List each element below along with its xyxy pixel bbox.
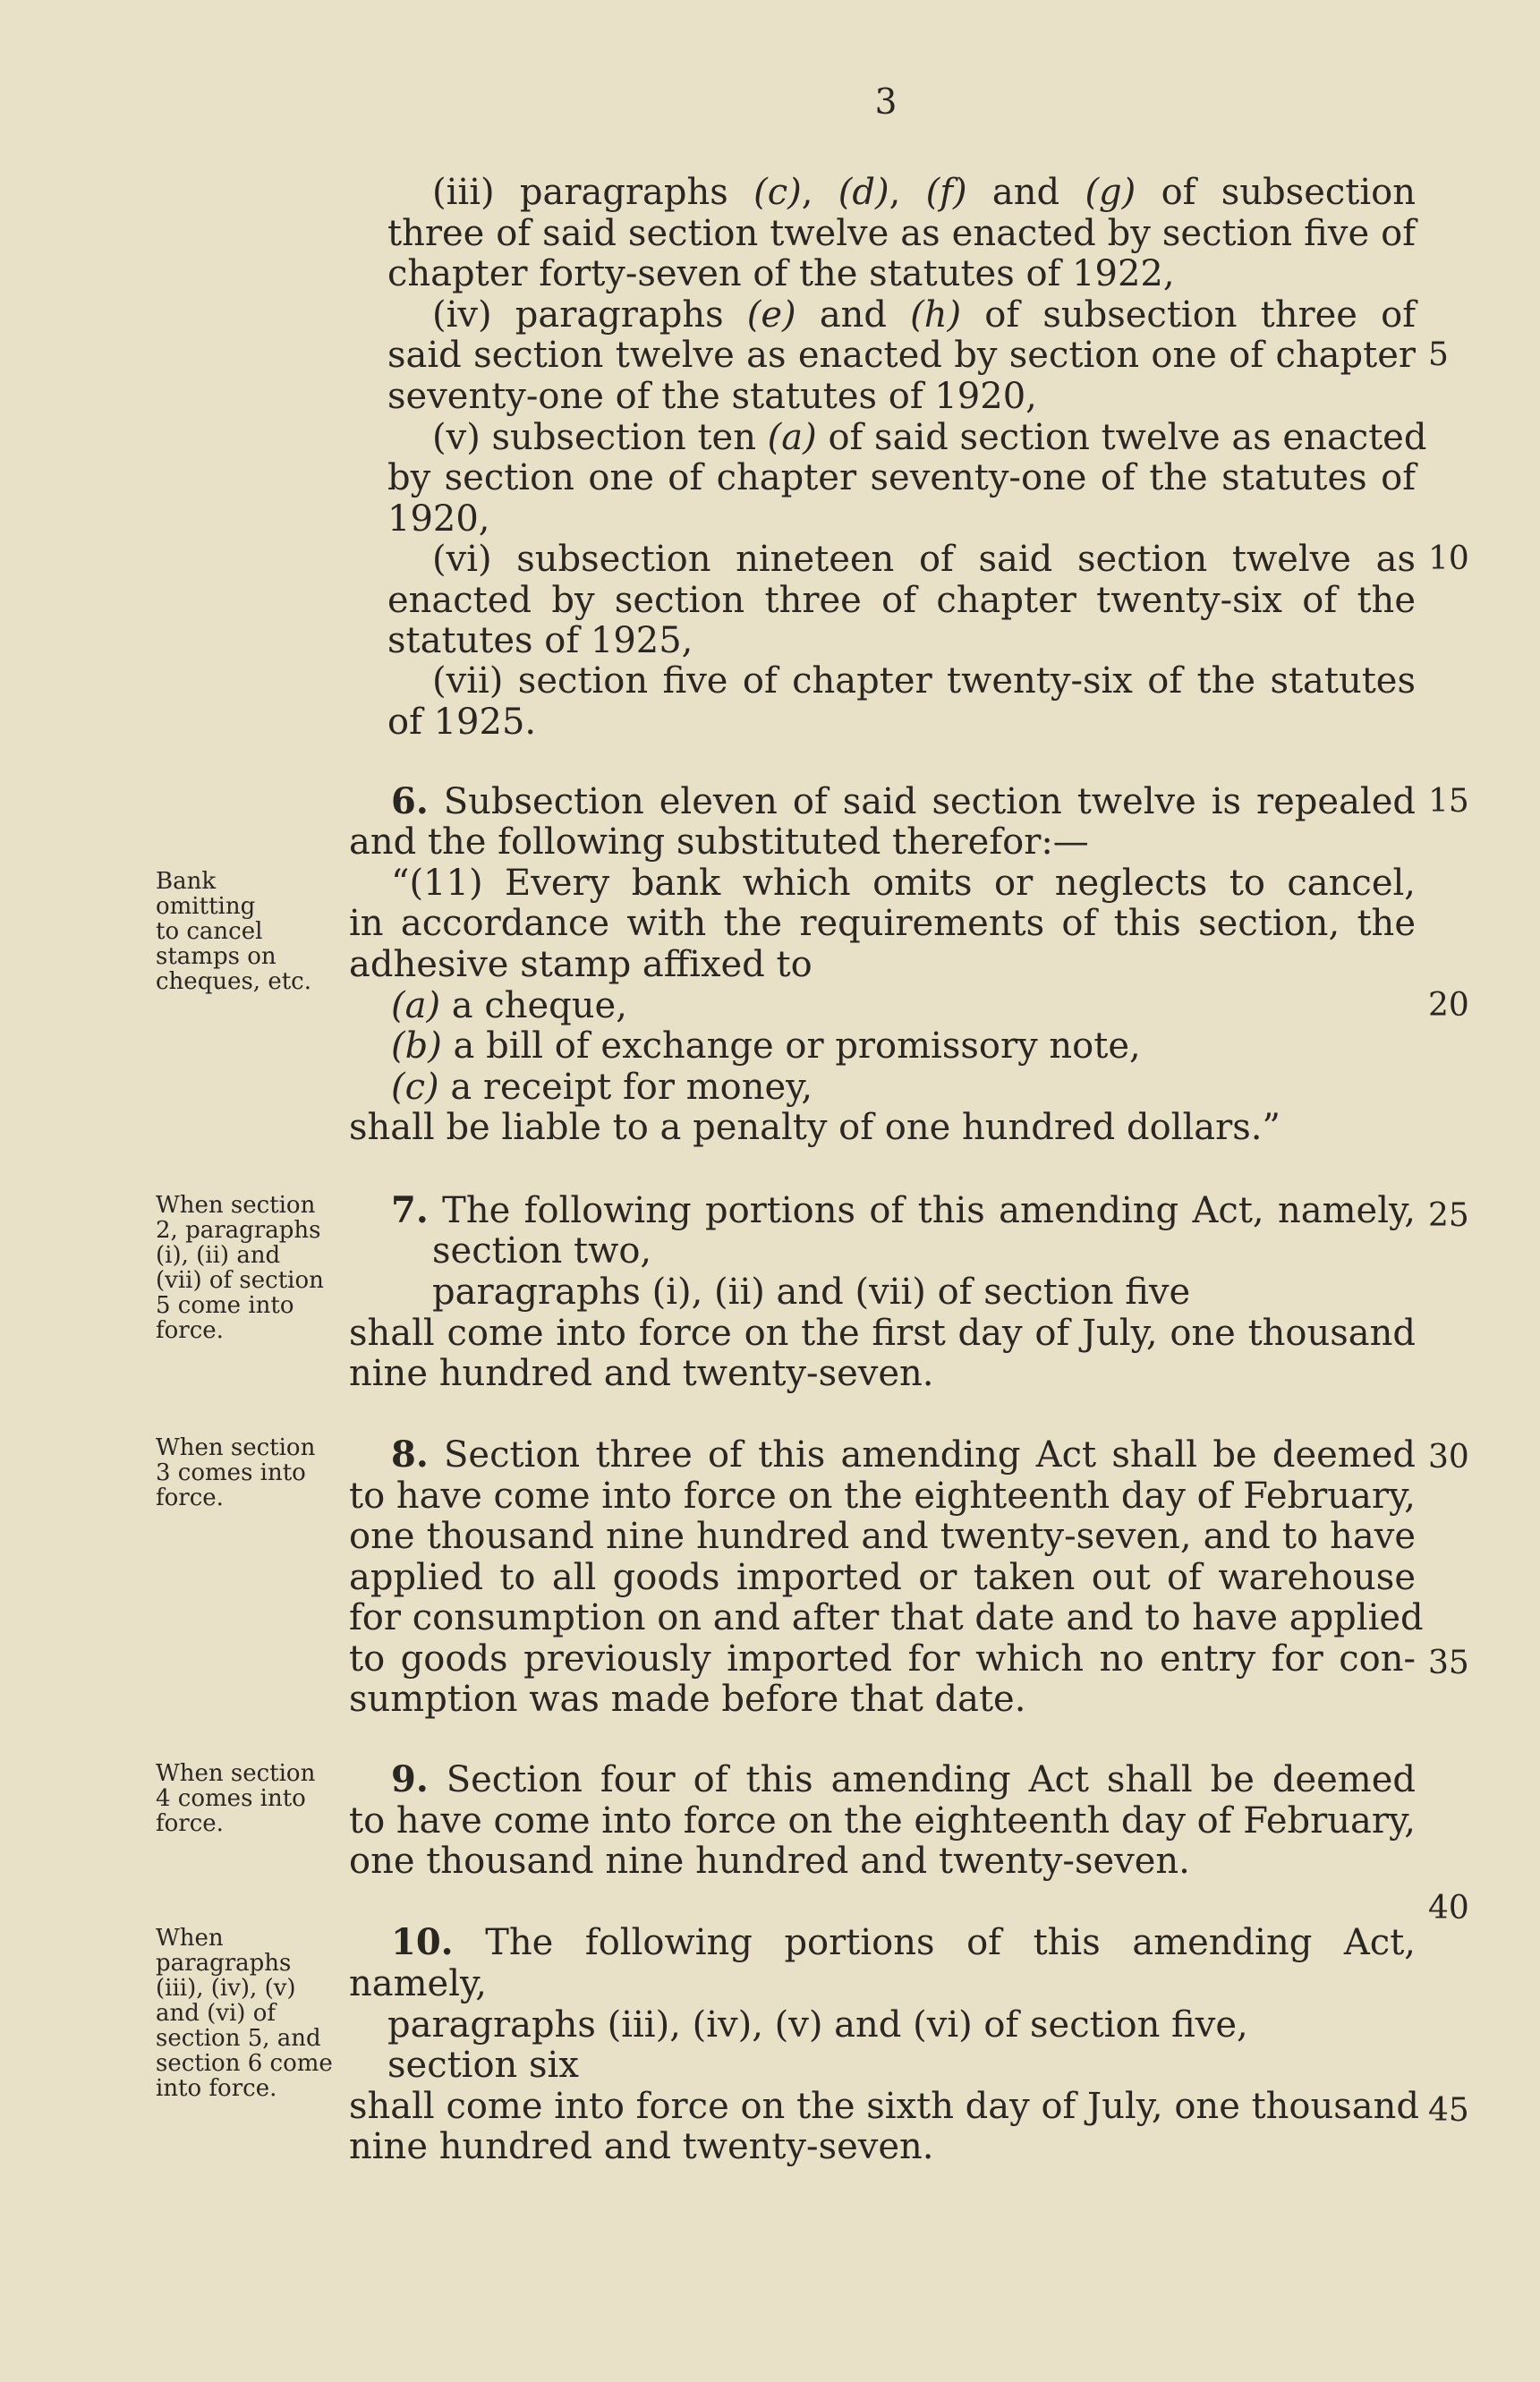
text-line [349, 2126, 1416, 2167]
italic-reference: (b) [391, 1025, 442, 1067]
line-number: 10 [1428, 540, 1469, 577]
line-number: 30 [1428, 1439, 1469, 1476]
text-run: and the following substituted therefor:— [349, 821, 1089, 863]
text-line [387, 376, 1416, 417]
text-run: , [889, 172, 926, 213]
text-line [349, 1557, 1416, 1598]
text-run: section two, [432, 1230, 652, 1272]
margin-note: When section 4 comes into force. [156, 1760, 316, 1837]
text-run: of subsection [1136, 172, 1416, 213]
text-run: one thousand nine hundred and twenty-seven, and to have [349, 1516, 1416, 1557]
text-run: Section four of this amending Act shall be deemed [428, 1759, 1416, 1800]
text-run: sumption was made before that date. [349, 1679, 1026, 1720]
text-line [387, 213, 1416, 254]
text-run: Section three of this amending Act shall be deemed [428, 1434, 1416, 1476]
text-run: a bill of exchange or promissory note, [441, 1025, 1141, 1067]
text-run: Subsection eleven of said section twelve is repealed [428, 781, 1416, 822]
text-line [387, 620, 1416, 661]
text-line [391, 781, 1416, 822]
text-line [391, 1759, 1416, 1800]
text-line [349, 821, 1416, 863]
text-line [391, 1067, 1416, 1108]
text-run: a cheque, [440, 985, 627, 1026]
line-number: 5 [1428, 336, 1449, 373]
text-line [387, 702, 1416, 743]
text-line [432, 294, 1416, 336]
text-line [391, 863, 1416, 904]
text-run: (vii) section five of chapter twenty-six of the statutes [432, 660, 1416, 702]
page-number: 3 [874, 82, 898, 123]
text-line [349, 1353, 1416, 1394]
text-run: and [966, 172, 1085, 213]
text-run: to have come into force on the eighteenth day of February, [349, 1476, 1416, 1517]
text-line [387, 253, 1416, 294]
text-run: namely, [349, 1963, 488, 2004]
text-run: and [796, 294, 911, 336]
text-run: nine hundred and twenty-seven. [349, 2126, 934, 2167]
section-number: 10. [391, 1921, 454, 1963]
text-run: (vi) subsection nineteen of said section twelve as [432, 539, 1416, 580]
margin-note: When section 2, paragraphs (i), (ii) and (vii) of section 5 come into force. [156, 1192, 324, 1344]
margin-note: When section 3 comes into force. [156, 1434, 316, 1511]
text-line [349, 1107, 1416, 1148]
line-number: 35 [1428, 1645, 1469, 1681]
line-number: 25 [1428, 1197, 1469, 1234]
margin-note: When paragraphs (iii), (iv), (v) and (vi) of section 5, and section 6 come into force. [156, 1925, 333, 2102]
text-line [432, 1230, 1416, 1272]
text-run: for consumption on and after that date and to have applied [349, 1597, 1424, 1638]
text-line [349, 1841, 1416, 1882]
line-number: 20 [1428, 987, 1469, 1024]
text-run: paragraphs (i), (ii) and (vii) of section five [432, 1272, 1191, 1313]
text-run: to goods previously imported for which no entry for con- [349, 1638, 1416, 1680]
line-number: 40 [1428, 1890, 1469, 1927]
italic-reference: (c) [391, 1067, 439, 1108]
text-run: by section one of chapter seventy-one of the statutes of [387, 457, 1416, 498]
text-line [349, 1313, 1416, 1354]
text-line [391, 1434, 1416, 1476]
section-number: 9. [391, 1758, 429, 1800]
italic-reference: (d) [838, 172, 889, 213]
text-run: shall come into force on the first day of July, one thousand [349, 1313, 1416, 1354]
text-line [432, 1272, 1416, 1313]
text-line [391, 1025, 1416, 1067]
text-run: 1920, [387, 498, 490, 540]
text-run: of said section twelve as enacted [816, 417, 1427, 458]
text-run: statutes of 1925, [387, 620, 693, 661]
text-line [349, 1638, 1416, 1680]
text-line [349, 1679, 1416, 1720]
text-run: three of said section twelve as enacted by section five of [387, 213, 1416, 254]
text-run: of subsection three of [961, 294, 1416, 336]
text-line [391, 1922, 1416, 1963]
italic-reference: (h) [910, 294, 962, 336]
section-number: 7. [391, 1189, 429, 1231]
text-run: The following portions of this amending Act, namely, [428, 1190, 1416, 1231]
text-line [349, 1476, 1416, 1517]
line-number: 45 [1428, 2092, 1469, 2129]
text-line [391, 1190, 1416, 1231]
text-run: seventy-one of the statutes of 1920, [387, 376, 1037, 417]
text-run: one thousand nine hundred and twenty-seven. [349, 1841, 1190, 1882]
section-number: 8. [391, 1433, 429, 1476]
text-line [387, 580, 1416, 621]
text-run: nine hundred and twenty-seven. [349, 1353, 934, 1394]
text-line [349, 2086, 1419, 2127]
text-run: (v) subsection ten [432, 417, 768, 458]
text-run: of 1925. [387, 702, 537, 743]
text-line [349, 903, 1416, 944]
text-run: enacted by section three of chapter twenty-six of the [387, 580, 1416, 621]
text-line [432, 660, 1416, 702]
line-number: 15 [1428, 783, 1469, 820]
italic-reference: (g) [1085, 172, 1136, 213]
text-run: shall be liable to a penalty of one hundred dollars.” [349, 1107, 1280, 1148]
text-line [349, 1800, 1416, 1842]
text-line [387, 335, 1416, 376]
text-run: , [801, 172, 838, 213]
text-run: to have come into force on the eighteenth day of February, [349, 1800, 1416, 1842]
text-run: shall come into force on the sixth day of July, one thousand [349, 2086, 1419, 2127]
text-line [349, 1597, 1424, 1638]
text-line [391, 985, 1416, 1026]
text-line [387, 2045, 1416, 2086]
text-run: section six [387, 2045, 579, 2086]
text-line [432, 417, 1427, 458]
text-line [432, 539, 1416, 580]
margin-note: Bank omitting to cancel stamps on cheques, etc. [156, 868, 312, 995]
text-run: adhesive stamp affixed to [349, 944, 813, 985]
text-line [349, 1963, 1416, 2004]
text-run: “(11) Every bank which omits or neglects to cancel, [391, 863, 1416, 904]
text-line [387, 2004, 1416, 2046]
text-run: (iv) paragraphs [432, 294, 747, 336]
text-run: paragraphs (iii), (iv), (v) and (vi) of section five, [387, 2004, 1248, 2046]
italic-reference: (a) [391, 985, 441, 1026]
italic-reference: (f) [925, 172, 967, 213]
text-run: The following portions of this amending Act, [453, 1922, 1416, 1963]
text-line [432, 172, 1416, 213]
italic-reference: (a) [767, 417, 817, 458]
text-line [387, 498, 1416, 540]
italic-reference: (e) [746, 294, 796, 336]
text-line [349, 944, 1416, 985]
text-line [349, 1516, 1416, 1557]
text-run: applied to all goods imported or taken out of warehouse [349, 1557, 1416, 1598]
text-run: in accordance with the requirements of this section, the [349, 903, 1416, 944]
text-run: chapter forty-seven of the statutes of 1922, [387, 253, 1175, 294]
italic-reference: (c) [753, 172, 802, 213]
section-number: 6. [391, 780, 429, 822]
text-run: a receipt for money, [438, 1067, 813, 1108]
text-line [387, 457, 1416, 498]
text-run: (iii) paragraphs [432, 172, 754, 213]
text-run: said section twelve as enacted by section one of chapter [387, 335, 1416, 376]
